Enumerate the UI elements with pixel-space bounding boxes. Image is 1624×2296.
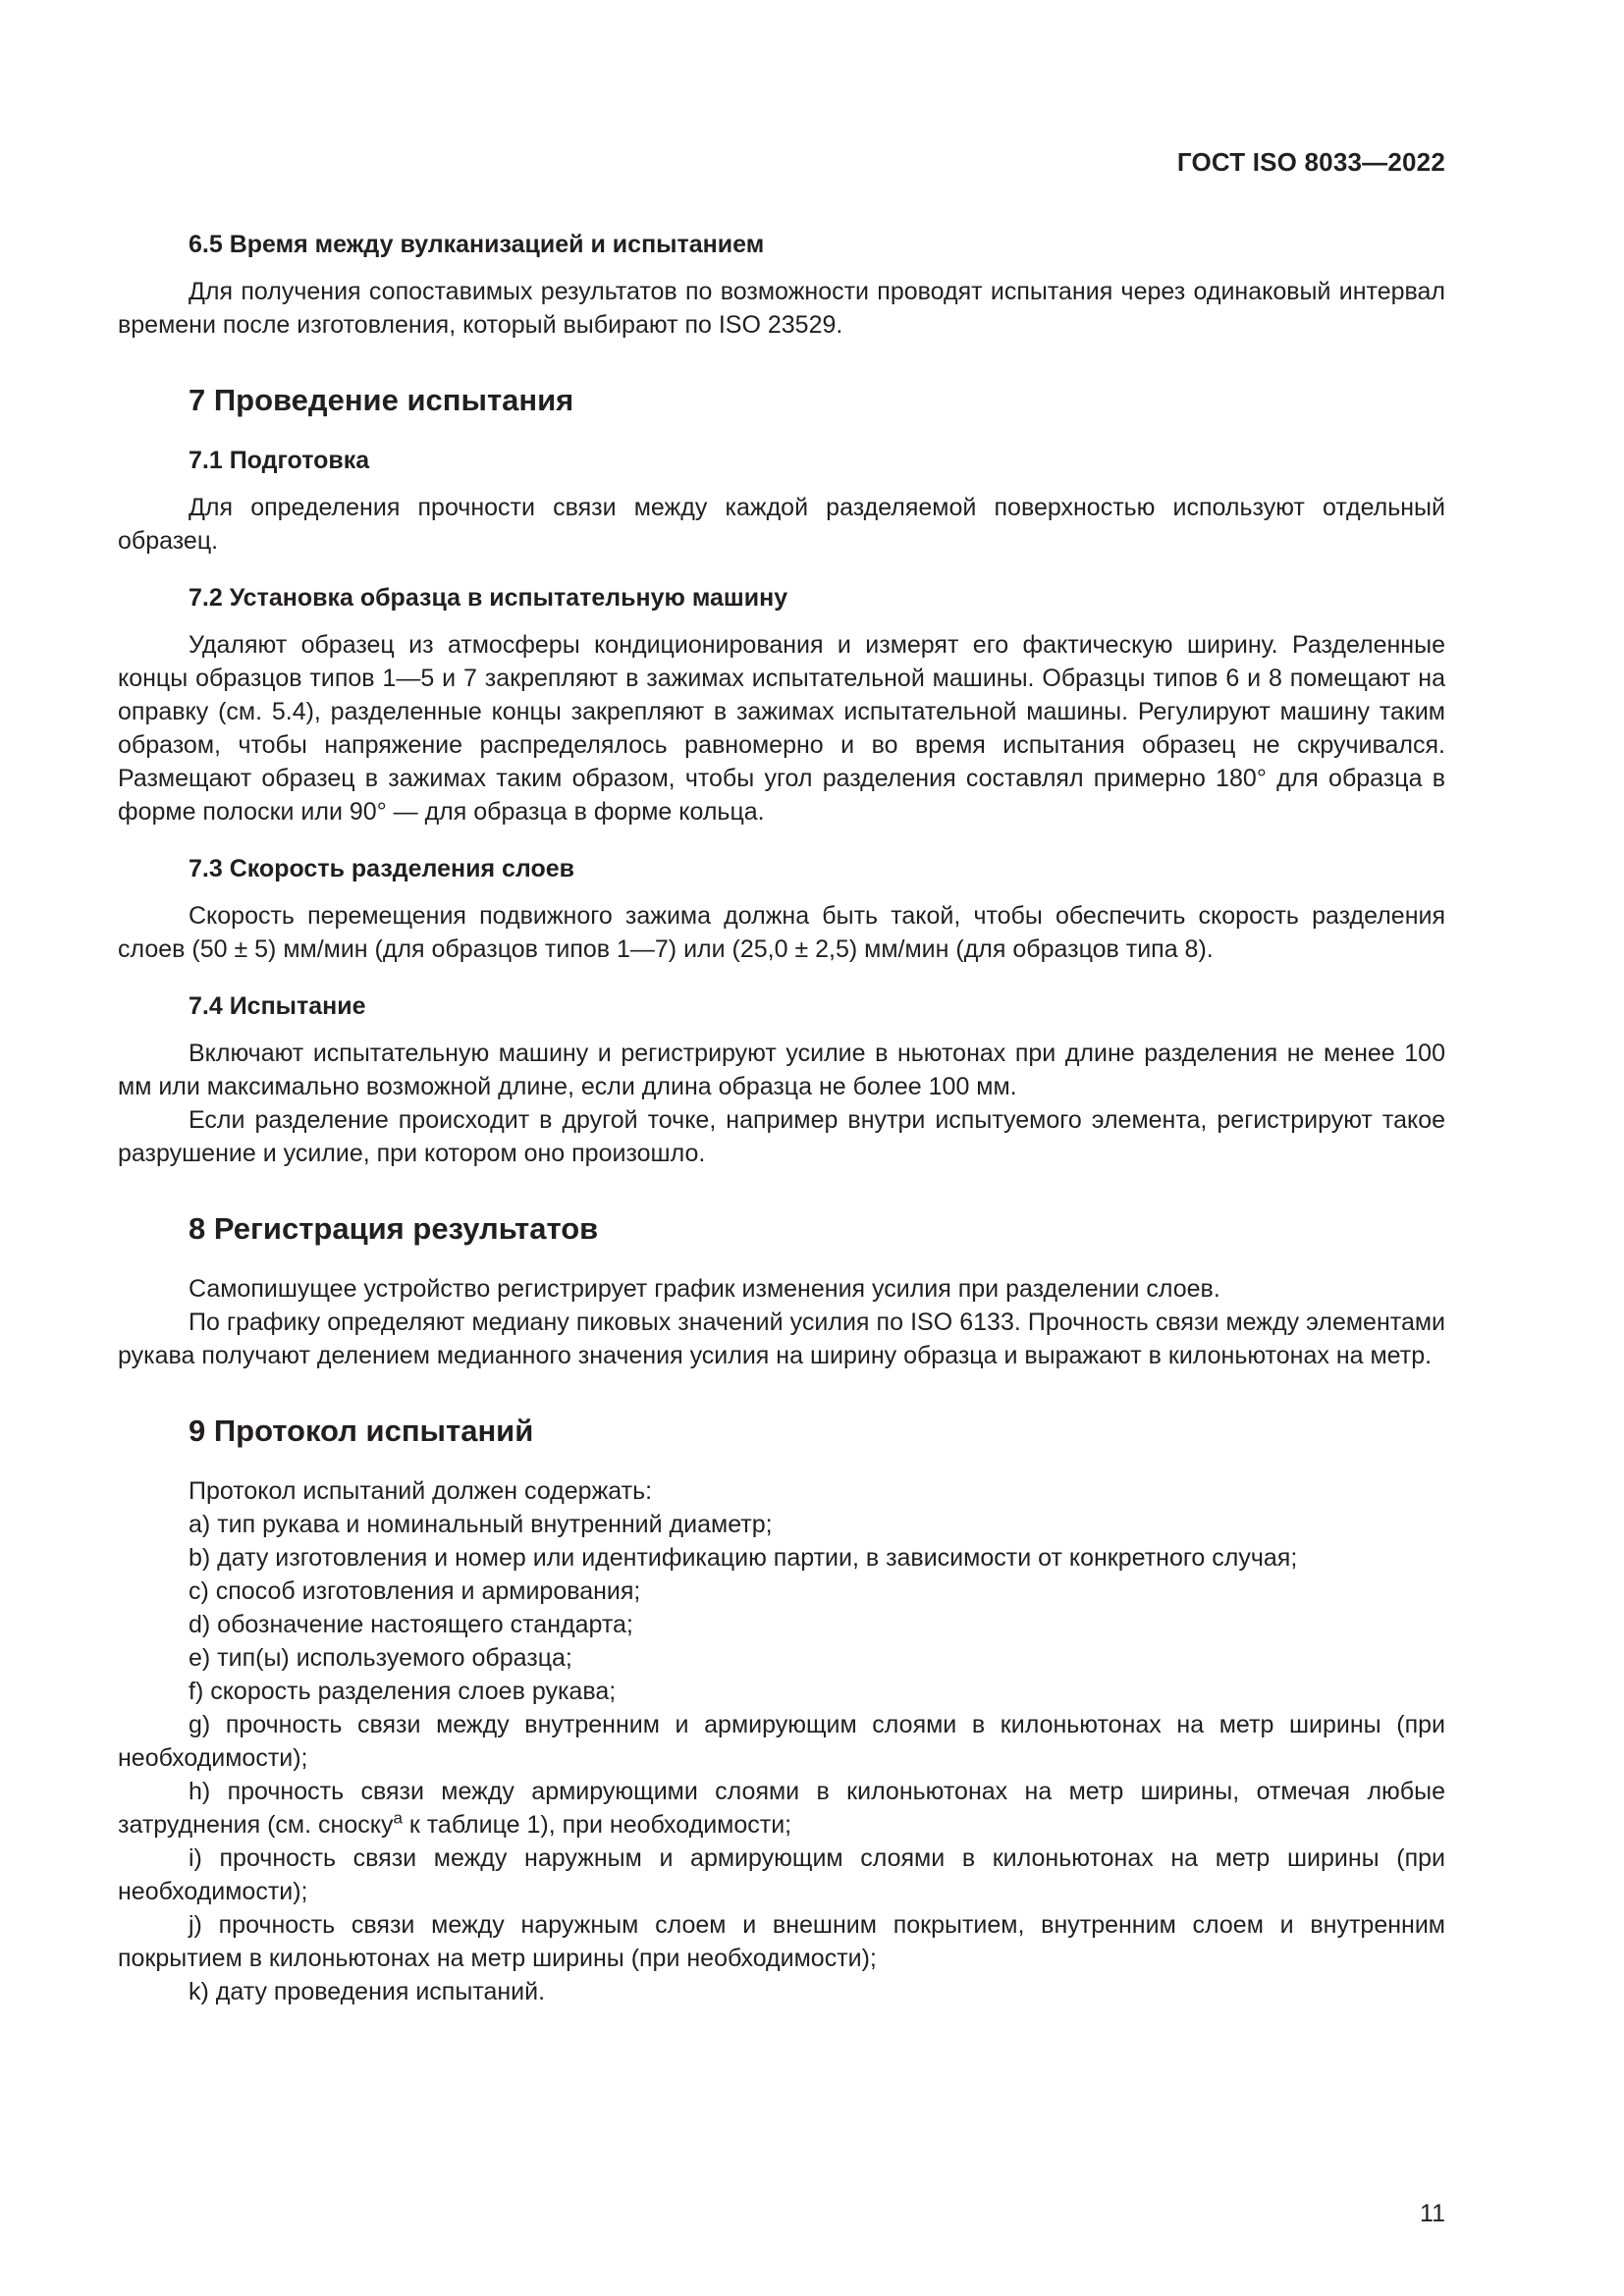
- section-7-1-paragraph: Для определения прочности связи между каждой разделяемой поверхностью используют отдельный образец.: [118, 494, 1445, 555]
- list-item-h-text-after: к таблице 1), при необходимости;: [402, 1811, 792, 1839]
- list-item-a: a) тип рукава и номинальный внутренний диаметр;: [189, 1511, 773, 1538]
- list-item-g: g) прочность связи между внутренним и армирующим слоями в килоньютонах на метр ширины (при необходимости);: [118, 1711, 1445, 1772]
- section-7-heading: 7 Проведение испытания: [189, 383, 574, 417]
- section-7-4-paragraph-2: Если разделение происходит в другой точке, например внутри испытуемого элемента, регистрируют такое разрушение и усилие, при котором оно произошло.: [118, 1106, 1445, 1167]
- section-8-paragraph-2: По графику определяют медиану пиковых значений усилия по ISO 6133. Прочность связи между элементами рукава получают делением медианного значения усилия на ширину образца и выражают в килоньютонах на метр.: [118, 1308, 1445, 1369]
- list-item-h: [118, 1775, 1445, 1842]
- section-7-2-paragraph: Удаляют образец из атмосферы кондиционирования и измерят его фактическую ширину. Разделенные концы образцов типов 1—5 и 7 закрепляют в зажимах испытательной машины. Образцы типов 6 и 8 помещают на оправку (см. 5.4), разделенные концы закрепляют в зажимах испытательной машины. Регулируют машину таким образом, чтобы напряжение распределялось равномерно и во время испытания образец не скручивался. Размещают образец в зажимах таким образом, чтобы угол разделения составлял примерно 180° для образца в форме полоски или 90° — для образца в форме кольца.: [118, 631, 1445, 826]
- list-item-c: c) способ изготовления и армирования;: [189, 1577, 641, 1605]
- page-content: [118, 228, 1445, 2008]
- section-9-heading: 9 Протокол испытаний: [189, 1414, 534, 1448]
- section-7-3-heading: 7.3 Скорость разделения слоев: [189, 855, 575, 882]
- document-code-header: ГОСТ ISO 8033—2022: [1176, 147, 1445, 177]
- list-item-f: f) скорость разделения слоев рукава;: [189, 1678, 617, 1705]
- page-number: 11: [1420, 2200, 1445, 2227]
- list-item-i: i) прочность связи между наружным и армирующим слоями в килоньютонах на метр ширины (при необходимости);: [118, 1844, 1445, 1905]
- list-item-e: e) тип(ы) используемого образца;: [189, 1644, 572, 1672]
- section-8-paragraph-1: Самопишущее устройство регистрирует график изменения усилия при разделении слоев.: [189, 1275, 1220, 1303]
- section-7-2-heading: 7.2 Установка образца в испытательную машину: [189, 584, 788, 612]
- list-item-j: j) прочность связи между наружным слоем и внешним покрытием, внутренним слоем и внутренним покрытием в килоньютонах на метр ширины (при необходимости);: [118, 1911, 1445, 1972]
- list-item-d: d) обозначение настоящего стандарта;: [189, 1611, 633, 1638]
- section-6-5-heading: 6.5 Время между вулканизацией и испытанием: [189, 231, 765, 258]
- section-7-4-heading: 7.4 Испытание: [189, 992, 366, 1020]
- section-7-3-paragraph: Скорость перемещения подвижного зажима должна быть такой, чтобы обеспечить скорость разделения слоев (50 ± 5) мм/мин (для образцов типов 1—7) или (25,0 ± 2,5) мм/мин (для образцов типа 8).: [118, 902, 1445, 963]
- list-item-b: b) дату изготовления и номер или идентификацию партии, в зависимости от конкретного случая;: [189, 1544, 1298, 1572]
- section-7-1-heading: 7.1 Подготовка: [189, 447, 370, 474]
- section-8-heading: 8 Регистрация результатов: [189, 1211, 599, 1246]
- list-item-h-text-before: h) прочность связи между армирующими слоями в килоньютонах на метр ширины, отмечая любые затруднения (см. сноску: [118, 1778, 1445, 1839]
- section-9-intro: Протокол испытаний должен содержать:: [189, 1477, 653, 1505]
- section-6-5-paragraph: Для получения сопоставимых результатов по возможности проводят испытания через одинаковый интервал времени после изготовления, который выбирают по ISO 23529.: [118, 278, 1445, 339]
- footnote-marker: a: [393, 1808, 403, 1828]
- section-7-4-paragraph-1: Включают испытательную машину и регистрируют усилие в ньютонах при длине разделения не менее 100 мм или максимально возможной длине, если длина образца не более 100 мм.: [118, 1040, 1445, 1100]
- list-item-k: k) дату проведения испытаний.: [189, 1978, 546, 2005]
- document-page: [118, 0, 1445, 2296]
